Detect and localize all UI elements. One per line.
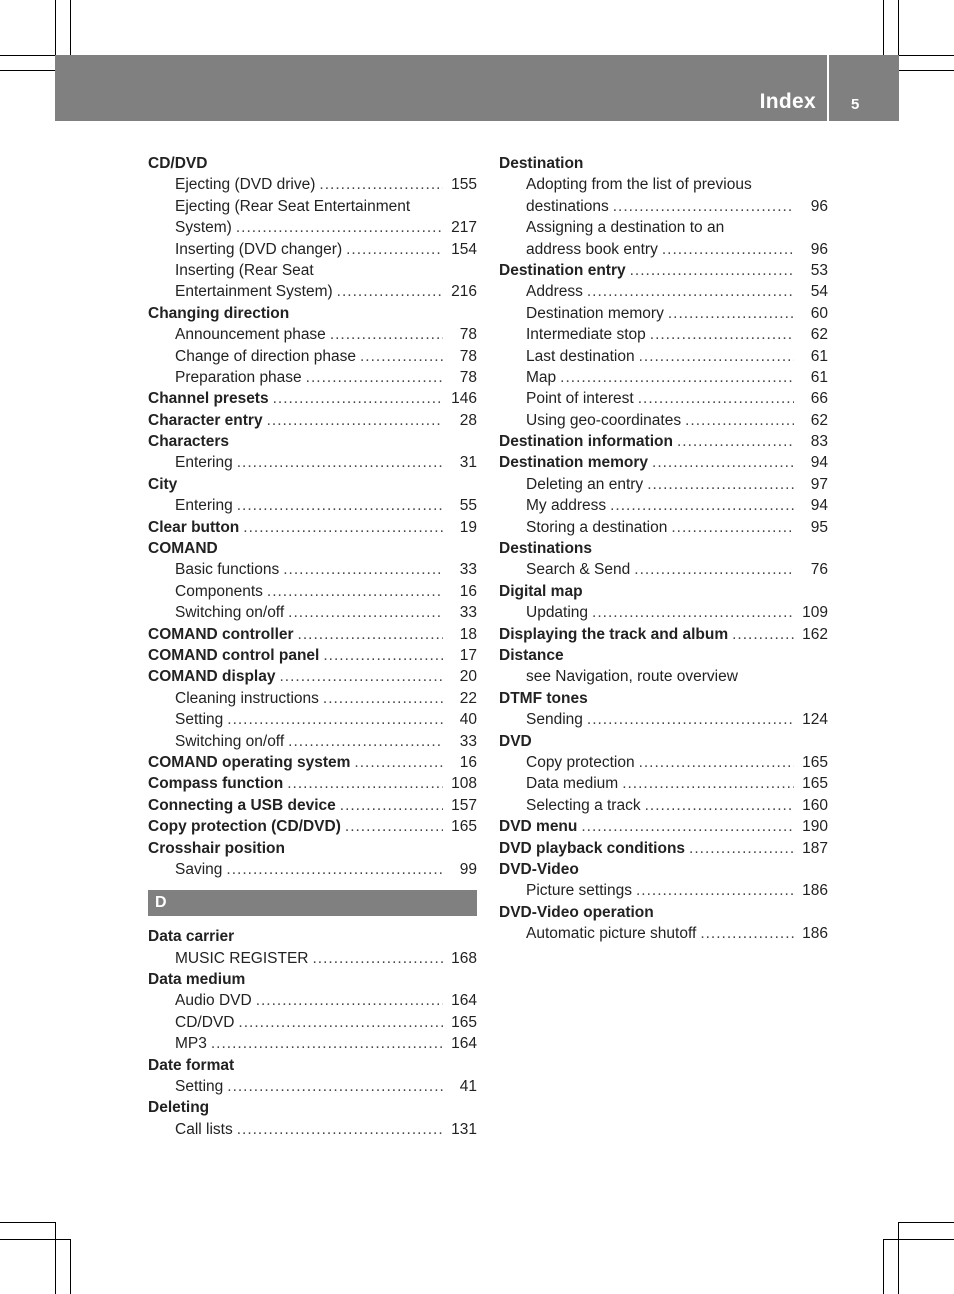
- dot-leader: [671, 517, 794, 538]
- dot-leader: [288, 731, 443, 752]
- index-subentry: [499, 752, 828, 773]
- index-subentry: [148, 452, 477, 473]
- crop-mark: [883, 1239, 884, 1294]
- page-reference: 60: [810, 304, 828, 322]
- index-subentry: [499, 303, 828, 324]
- entry-text: MP3: [175, 1035, 207, 1053]
- entry-text: Entering: [175, 497, 233, 515]
- crop-mark: [899, 55, 954, 56]
- dot-leader: [560, 367, 794, 388]
- page-reference: 33: [459, 561, 477, 579]
- dot-leader: [346, 239, 443, 260]
- entry-text: Digital map: [499, 582, 583, 600]
- page-reference: 146: [451, 390, 477, 408]
- entry-text: Connecting a USB device: [148, 796, 336, 814]
- index-entry: [148, 1097, 477, 1118]
- dot-leader: [587, 281, 794, 302]
- entry-text: Sending: [526, 711, 583, 729]
- crop-mark: [0, 55, 55, 56]
- index-subentry: [148, 281, 477, 302]
- page-reference: 168: [451, 949, 477, 967]
- entry-text: Components: [175, 582, 263, 600]
- entry-text: Distance: [499, 646, 564, 664]
- index-subentry: [148, 1033, 477, 1054]
- index-subentry: [148, 1076, 477, 1097]
- entry-text: Data medium: [148, 971, 246, 989]
- page-reference: 95: [810, 518, 828, 536]
- index-subentry: [499, 773, 828, 794]
- page-reference: 162: [802, 625, 828, 643]
- entry-text: see Navigation, route overview: [526, 668, 738, 686]
- entry-text: COMAND: [148, 540, 218, 558]
- index-subentry: [499, 880, 828, 901]
- page-reference: 186: [802, 925, 828, 943]
- entry-text: address book entry: [526, 240, 658, 258]
- page-reference: 16: [459, 582, 477, 600]
- page-reference: 78: [459, 368, 477, 386]
- dot-leader: [323, 645, 443, 666]
- page-reference: 41: [459, 1078, 477, 1096]
- entry-text: Destination memory: [526, 304, 664, 322]
- page-reference: 76: [810, 561, 828, 579]
- entry-text: City: [148, 475, 178, 493]
- dot-leader: [636, 880, 794, 901]
- entry-text: Character entry: [148, 411, 263, 429]
- entry-text: Ejecting (DVD drive): [175, 176, 316, 194]
- entry-text: Map: [526, 368, 557, 386]
- index-subentry: [499, 795, 828, 816]
- index-entry: [499, 902, 828, 923]
- index-entry: [499, 859, 828, 880]
- dot-leader: [650, 324, 794, 345]
- entry-text: Storing a destination: [526, 518, 668, 536]
- crop-mark: [0, 1239, 70, 1240]
- dot-leader: [279, 666, 443, 687]
- entry-text: Selecting a track: [526, 796, 641, 814]
- page-reference: 109: [802, 604, 828, 622]
- index-subentry: [499, 559, 828, 580]
- page-title: Index: [759, 90, 816, 113]
- page-reference: 62: [810, 326, 828, 344]
- page-reference: 19: [459, 518, 477, 536]
- page-reference: 17: [459, 646, 477, 664]
- page-reference: 165: [802, 753, 828, 771]
- dot-leader: [211, 1033, 443, 1054]
- entry-text: Cleaning instructions: [175, 689, 319, 707]
- entry-text: Switching on/off: [175, 604, 285, 622]
- crop-mark: [883, 0, 884, 55]
- page-reference: 78: [459, 347, 477, 365]
- crop-mark: [70, 1239, 71, 1294]
- entry-text: Compass function: [148, 775, 284, 793]
- dot-leader: [273, 388, 443, 409]
- index-entry: [499, 624, 828, 645]
- index-subentry: [148, 196, 477, 217]
- entry-text: Deleting: [148, 1099, 210, 1117]
- entry-text: Deleting an entry: [526, 475, 644, 493]
- page-reference: 28: [459, 411, 477, 429]
- index-subentry: [148, 495, 477, 516]
- entry-text: destinations: [526, 197, 609, 215]
- dot-leader: [592, 602, 794, 623]
- entry-text: MUSIC REGISTER: [175, 949, 309, 967]
- page-reference: 66: [810, 390, 828, 408]
- index-entry: [499, 581, 828, 602]
- entry-text: Entering: [175, 454, 233, 472]
- entry-text: Date format: [148, 1056, 235, 1074]
- page-reference: 55: [459, 497, 477, 515]
- index-entry: [148, 969, 477, 990]
- entry-text: Crosshair position: [148, 839, 285, 857]
- dot-leader: [622, 773, 794, 794]
- index-subentry: [499, 281, 828, 302]
- entry-text: Point of interest: [526, 390, 634, 408]
- page-reference: 157: [451, 796, 477, 814]
- dot-leader: [647, 474, 794, 495]
- index-subentry: [148, 1012, 477, 1033]
- dot-leader: [677, 431, 794, 452]
- index-subentry: [499, 666, 828, 687]
- dot-leader: [668, 303, 794, 324]
- dot-leader: [238, 1012, 443, 1033]
- index-subentry: [499, 388, 828, 409]
- dot-leader: [287, 773, 443, 794]
- dot-leader: [345, 816, 443, 837]
- index-subentry: [148, 367, 477, 388]
- dot-leader: [581, 816, 794, 837]
- page-reference: 22: [459, 689, 477, 707]
- index-entry: [148, 388, 477, 409]
- entry-text: Preparation phase: [175, 368, 302, 386]
- page-reference: 61: [810, 368, 828, 386]
- entry-text: Search & Send: [526, 561, 631, 579]
- page-reference: 164: [451, 1035, 477, 1053]
- entry-text: DVD-Video: [499, 860, 579, 878]
- page-reference: 99: [459, 860, 477, 878]
- entry-text: Switching on/off: [175, 732, 285, 750]
- index-entry: [148, 431, 477, 452]
- entry-text: Inserting (DVD changer): [175, 240, 343, 258]
- index-subentry: [499, 709, 828, 730]
- dot-leader: [354, 752, 443, 773]
- page-number: 5: [851, 96, 860, 113]
- index-subentry: [148, 346, 477, 367]
- index-subentry: [148, 217, 477, 238]
- entry-text: Audio DVD: [175, 992, 252, 1010]
- page-reference: 62: [810, 411, 828, 429]
- index-column-left: [148, 153, 477, 1140]
- entry-text: Inserting (Rear Seat: [175, 261, 314, 279]
- index-subentry: [148, 948, 477, 969]
- page-reference: 20: [459, 668, 477, 686]
- entry-text: Setting: [175, 1078, 224, 1096]
- dot-leader: [237, 452, 443, 473]
- dot-leader: [227, 709, 443, 730]
- entry-text: Automatic picture shutoff: [526, 925, 697, 943]
- index-entry: [499, 645, 828, 666]
- dot-leader: [256, 990, 443, 1011]
- index-entry: [499, 731, 828, 752]
- index-entry: [499, 838, 828, 859]
- page-reference: 97: [810, 475, 828, 493]
- dot-leader: [634, 559, 794, 580]
- index-entry: [148, 303, 477, 324]
- entry-text: Destination memory: [499, 454, 649, 472]
- entry-text: COMAND controller: [148, 625, 294, 643]
- index-entry: [499, 538, 828, 559]
- dot-leader: [283, 559, 443, 580]
- dot-leader: [330, 324, 443, 345]
- page-reference: 131: [451, 1120, 477, 1138]
- entry-text: Displaying the track and album: [499, 625, 729, 643]
- index-subentry: [499, 367, 828, 388]
- page-reference: 16: [459, 753, 477, 771]
- dot-leader: [237, 1119, 443, 1140]
- dot-leader: [613, 196, 794, 217]
- page-reference: 154: [451, 240, 477, 258]
- index-subentry: [499, 217, 828, 238]
- index-entry: [499, 688, 828, 709]
- entry-text: Data carrier: [148, 928, 235, 946]
- index-subentry: [499, 495, 828, 516]
- dot-leader: [700, 923, 794, 944]
- index-subentry: [148, 581, 477, 602]
- page-reference: 96: [810, 197, 828, 215]
- index-entry: [148, 645, 477, 666]
- dot-leader: [340, 795, 443, 816]
- crop-mark: [70, 0, 71, 55]
- dot-leader: [360, 346, 443, 367]
- page-reference: 165: [451, 818, 477, 836]
- dot-leader: [689, 838, 794, 859]
- entry-text: Changing direction: [148, 304, 290, 322]
- index-subentry: [148, 260, 477, 281]
- index-entry: [148, 474, 477, 495]
- entry-text: DVD menu: [499, 818, 578, 836]
- dot-leader: [267, 581, 443, 602]
- dot-leader: [288, 602, 443, 623]
- dot-leader: [587, 709, 794, 730]
- entry-text: Destination entry: [499, 261, 626, 279]
- entry-text: Data medium: [526, 775, 619, 793]
- page-reference: 155: [451, 176, 477, 194]
- page-reference: 33: [459, 604, 477, 622]
- index-subentry: [499, 517, 828, 538]
- dot-leader: [337, 281, 443, 302]
- index-subentry: [499, 174, 828, 195]
- entry-text: Characters: [148, 433, 229, 451]
- dot-leader: [237, 495, 443, 516]
- page-reference: 53: [810, 261, 828, 279]
- page-reference: 160: [802, 796, 828, 814]
- entry-text: Copy protection (CD/DVD): [148, 818, 341, 836]
- entry-text: DTMF tones: [499, 689, 588, 707]
- entry-text: Entertainment System): [175, 283, 333, 301]
- header-divider: [827, 55, 829, 121]
- entry-text: Copy protection: [526, 753, 635, 771]
- index-subentry: [148, 688, 477, 709]
- entry-text: System): [175, 219, 232, 237]
- page-reference: 186: [802, 882, 828, 900]
- index-entry: [148, 1055, 477, 1076]
- page-reference: 83: [810, 433, 828, 451]
- dot-leader: [610, 495, 794, 516]
- dot-leader: [323, 688, 443, 709]
- index-subentry: [499, 602, 828, 623]
- dot-leader: [227, 1076, 443, 1097]
- index-subentry: [148, 174, 477, 195]
- dot-leader: [638, 388, 794, 409]
- index-subentry: [148, 731, 477, 752]
- page-reference: 94: [810, 497, 828, 515]
- page-reference: 190: [802, 818, 828, 836]
- dot-leader: [306, 367, 443, 388]
- entry-text: DVD playback conditions: [499, 839, 686, 857]
- entry-text: Saving: [175, 860, 223, 878]
- index-entry: [499, 260, 828, 281]
- page-reference: 96: [810, 240, 828, 258]
- dot-leader: [226, 859, 443, 880]
- entry-text: Announcement phase: [175, 326, 326, 344]
- entry-text: Destination: [499, 155, 584, 172]
- index-subentry: [148, 1119, 477, 1140]
- entry-text: DVD-Video operation: [499, 903, 654, 921]
- index-subentry: [148, 239, 477, 260]
- page-reference: 164: [451, 992, 477, 1010]
- index-subentry: [499, 346, 828, 367]
- index-subentry: [499, 474, 828, 495]
- index-subentry: [148, 559, 477, 580]
- page-reference: 18: [459, 625, 477, 643]
- page-reference: 40: [459, 711, 477, 729]
- entry-text: COMAND control panel: [148, 646, 320, 664]
- entry-text: DVD: [499, 732, 532, 750]
- index-entry: [148, 666, 477, 687]
- index-subentry: [499, 196, 828, 217]
- index-entry: [499, 153, 828, 174]
- index-subentry: [499, 239, 828, 260]
- index-subentry: [148, 859, 477, 880]
- entry-text: Change of direction phase: [175, 347, 356, 365]
- index-subentry: [148, 990, 477, 1011]
- dot-leader: [312, 948, 443, 969]
- crop-mark: [55, 1222, 56, 1294]
- dot-leader: [639, 752, 794, 773]
- entry-text: Destination information: [499, 433, 673, 451]
- dot-leader: [662, 239, 794, 260]
- index-column-right: [499, 153, 828, 944]
- page-reference: 217: [451, 219, 477, 237]
- entry-text: Using geo-coordinates: [526, 411, 682, 429]
- entry-text: Clear button: [148, 518, 240, 536]
- page-reference: 94: [810, 454, 828, 472]
- index-entry: [148, 926, 477, 947]
- section-letter-bar: D: [148, 890, 477, 916]
- index-entry: [499, 452, 828, 473]
- entry-text: Assigning a destination to an: [526, 219, 725, 237]
- dot-leader: [298, 624, 443, 645]
- entry-text: Setting: [175, 711, 224, 729]
- index-entry: [499, 816, 828, 837]
- entry-text: Last destination: [526, 347, 635, 365]
- index-entry: [148, 410, 477, 431]
- index-subentry: [148, 602, 477, 623]
- entry-text: Address: [526, 283, 583, 301]
- dot-leader: [685, 410, 794, 431]
- index-entry: [148, 773, 477, 794]
- index-entry: [148, 838, 477, 859]
- entry-text: COMAND operating system: [148, 753, 351, 771]
- index-subentry: [499, 923, 828, 944]
- page-reference: 31: [459, 454, 477, 472]
- crop-mark: [884, 1239, 954, 1240]
- index-entry: [148, 816, 477, 837]
- page-reference: 108: [451, 775, 477, 793]
- dot-leader: [319, 174, 443, 195]
- index-subentry: [499, 324, 828, 345]
- entry-text: Updating: [526, 604, 589, 622]
- crop-mark: [0, 1222, 55, 1223]
- index-subentry: [148, 324, 477, 345]
- page-reference: 61: [810, 347, 828, 365]
- index-entry: [148, 517, 477, 538]
- entry-text: CD/DVD: [175, 1013, 235, 1031]
- dot-leader: [652, 452, 794, 473]
- index-entry: [148, 624, 477, 645]
- page-reference: 216: [451, 283, 477, 301]
- page-reference: 78: [459, 326, 477, 344]
- entry-text: Basic functions: [175, 561, 280, 579]
- index-entry: [148, 752, 477, 773]
- index-subentry: [499, 410, 828, 431]
- entry-text: Call lists: [175, 1120, 233, 1138]
- entry-text: Ejecting (Rear Seat Entertainment: [175, 197, 411, 215]
- index-entry: [148, 795, 477, 816]
- dot-leader: [267, 410, 443, 431]
- page-reference: 33: [459, 732, 477, 750]
- page-reference: 165: [802, 775, 828, 793]
- entry-text: Destinations: [499, 540, 593, 558]
- dot-leader: [243, 517, 443, 538]
- page-reference: 54: [810, 283, 828, 301]
- entry-text: CD/DVD: [148, 155, 208, 172]
- crop-mark: [898, 1222, 899, 1294]
- index-entry: [499, 431, 828, 452]
- dot-leader: [639, 346, 794, 367]
- entry-text: Picture settings: [526, 882, 632, 900]
- page-reference: 124: [802, 711, 828, 729]
- page-reference: 187: [802, 839, 828, 857]
- dot-leader: [630, 260, 794, 281]
- entry-text: Intermediate stop: [526, 326, 646, 344]
- index-entry: [148, 153, 477, 174]
- dot-leader: [645, 795, 794, 816]
- index-subentry: [148, 709, 477, 730]
- entry-text: COMAND display: [148, 668, 276, 686]
- entry-text: My address: [526, 497, 607, 515]
- dot-leader: [236, 217, 443, 238]
- entry-text: Channel presets: [148, 390, 269, 408]
- page-reference: 165: [451, 1013, 477, 1031]
- dot-leader: [732, 624, 794, 645]
- entry-text: Adopting from the list of previous: [526, 176, 752, 194]
- crop-mark: [899, 1222, 954, 1223]
- index-entry: [148, 538, 477, 559]
